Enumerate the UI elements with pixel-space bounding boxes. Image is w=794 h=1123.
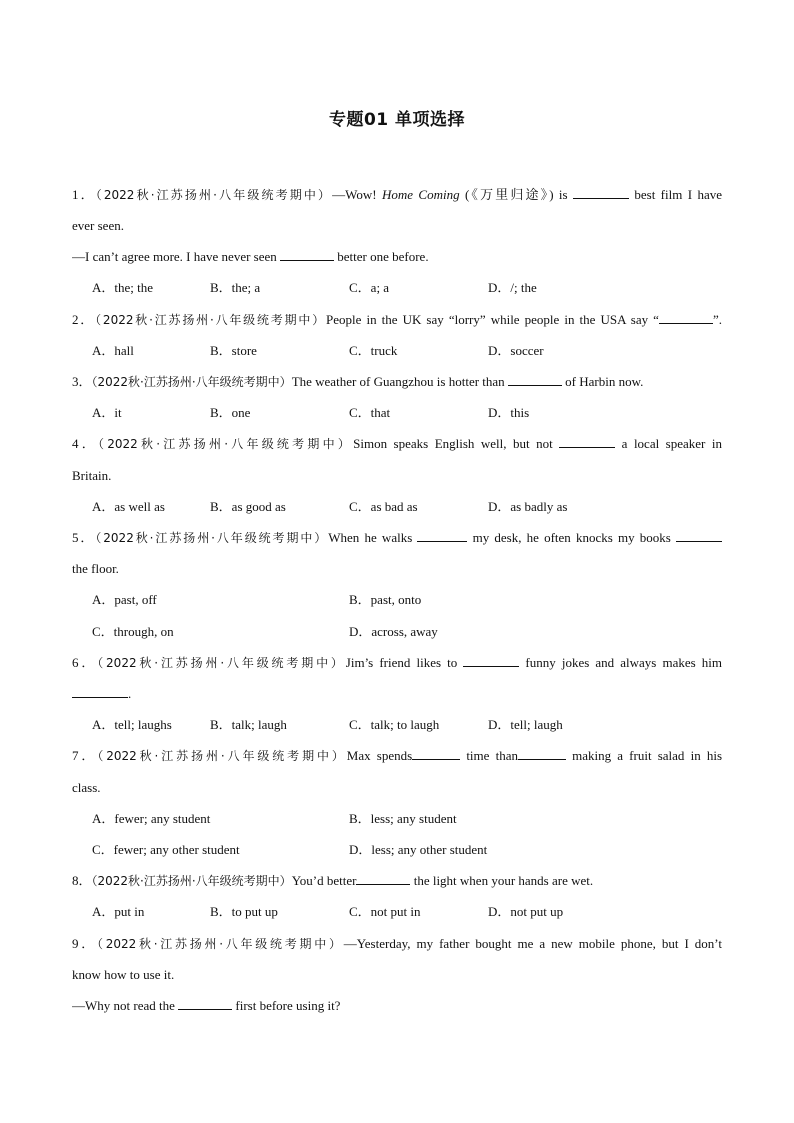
- question-source: （2022秋·江苏扬州·八年级统考期中）: [91, 874, 292, 888]
- question-source: （2022秋·江苏扬州·八年级统考期中）: [97, 749, 347, 763]
- question-5-line-2: the floor.: [72, 561, 119, 576]
- question-1-line-1: [72, 184, 722, 206]
- answer-blank: [508, 373, 562, 386]
- answer-blank: [518, 747, 566, 760]
- option-c[interactable]: C．fewer; any other student: [92, 842, 240, 857]
- question-text: —Wow!: [332, 187, 382, 202]
- question-4-line-2: Britain.: [72, 468, 112, 483]
- answer-blank: [356, 872, 410, 885]
- answer-blank: [280, 248, 334, 261]
- option-a[interactable]: A．tell; laughs: [92, 717, 172, 732]
- question-text: Jim’s friend likes to: [345, 655, 464, 670]
- question-9-line-3: [72, 995, 722, 1017]
- question-2-line-1: [72, 309, 722, 331]
- question-source: （2022秋·江苏扬州·八年级统考期中）: [97, 437, 354, 451]
- option-c[interactable]: C．through, on: [92, 624, 174, 639]
- question-text: When he walks: [328, 530, 418, 545]
- option-a[interactable]: A．hall: [92, 343, 134, 358]
- answer-blank: [573, 186, 629, 199]
- question-text: —I can’t agree more. I have never seen: [72, 249, 281, 264]
- question-text: funny jokes and always makes him: [519, 655, 722, 670]
- question-5-line-1: [72, 527, 722, 549]
- option-c[interactable]: C．a; a: [349, 280, 390, 295]
- question-number: 2．: [72, 312, 96, 327]
- question-text: the light when your hands are wet.: [410, 873, 594, 888]
- option-a[interactable]: A．fewer; any student: [92, 811, 211, 826]
- question-text: .: [128, 686, 132, 701]
- option-d[interactable]: D．less; any other student: [349, 842, 488, 857]
- question-text: a local speaker in: [615, 436, 722, 451]
- option-b[interactable]: B．store: [210, 343, 257, 358]
- question-6-line-1: [72, 652, 722, 674]
- option-b[interactable]: B．past, onto: [349, 592, 422, 607]
- question-6-line-2: [72, 683, 722, 705]
- question-number: 4．: [72, 436, 98, 451]
- question-text: time than: [460, 748, 518, 763]
- question-source: （2022秋·江苏扬州·八年级统考期中）: [95, 188, 333, 202]
- question-7-line-1: [72, 745, 722, 767]
- question-text: first before using it?: [232, 998, 341, 1013]
- question-text: my desk, he often knocks my books: [467, 530, 677, 545]
- question-9-line-1: [72, 933, 722, 955]
- answer-blank: [676, 529, 722, 542]
- option-b[interactable]: B．the; a: [210, 280, 261, 295]
- answer-blank: [417, 529, 467, 542]
- question-9-line-2: know how to use it.: [72, 967, 175, 982]
- question-text: best film I have: [628, 187, 722, 202]
- question-text: Max spends: [346, 748, 413, 763]
- option-d[interactable]: D．across, away: [349, 624, 438, 639]
- option-b[interactable]: B．one: [210, 405, 251, 420]
- question-text: better one before.: [334, 249, 429, 264]
- page-title: 专题01 单项选择: [328, 110, 466, 130]
- question-number: 9．: [72, 936, 97, 951]
- question-8-line-1: [72, 870, 722, 892]
- option-c[interactable]: C．as bad as: [349, 499, 418, 514]
- answer-blank: [412, 747, 460, 760]
- option-d[interactable]: D．this: [488, 405, 530, 420]
- question-7-line-2: class.: [72, 780, 101, 795]
- option-b[interactable]: B．talk; laugh: [210, 717, 287, 732]
- question-text: (《万里归途》) is: [459, 187, 573, 202]
- option-d[interactable]: D．/; the: [488, 280, 537, 295]
- option-d[interactable]: D．tell; laugh: [488, 717, 563, 732]
- question-text: —Yesterday, my father bought me a new mobile phone, but I don’t: [343, 936, 722, 951]
- question-text: Simon speaks English well, but not: [353, 436, 560, 451]
- answer-blank: [178, 997, 232, 1010]
- question-source: （2022秋·江苏扬州·八年级统考期中）: [95, 531, 329, 545]
- question-number: 6．: [72, 655, 98, 670]
- question-source: （2022秋·江苏扬州·八年级统考期中）: [95, 313, 327, 327]
- question-text: —Why not read the: [72, 998, 179, 1013]
- option-b[interactable]: B．less; any student: [349, 811, 457, 826]
- film-title: Home Coming: [381, 187, 460, 202]
- question-number: 8．: [72, 873, 92, 888]
- answer-blank: [559, 435, 615, 448]
- question-source: （2022秋·江苏扬州·八年级统考期中）: [97, 656, 346, 670]
- question-number: 7．: [72, 748, 98, 763]
- option-a[interactable]: A．it: [92, 405, 122, 420]
- question-3-line-1: [72, 371, 722, 393]
- option-b[interactable]: B．to put up: [210, 904, 278, 919]
- answer-blank: [659, 311, 713, 324]
- option-c[interactable]: C．truck: [349, 343, 398, 358]
- question-text: making a fruit salad in his: [565, 748, 722, 763]
- question-source: （2022秋·江苏扬州·八年级统考期中）: [91, 375, 292, 389]
- question-number: 3．: [72, 374, 92, 389]
- option-a[interactable]: A．as well as: [92, 499, 165, 514]
- option-c[interactable]: C．talk; to laugh: [349, 717, 440, 732]
- question-1-line-3: [72, 246, 722, 268]
- question-text: People in the UK say “lorry” while people in the USA say “: [326, 312, 659, 327]
- option-d[interactable]: D．not put up: [488, 904, 564, 919]
- option-a[interactable]: A．put in: [92, 904, 145, 919]
- question-4-line-1: [72, 433, 722, 455]
- option-d[interactable]: D．soccer: [488, 343, 544, 358]
- question-number: 1．: [72, 187, 96, 202]
- question-source: （2022秋·江苏扬州·八年级统考期中）: [96, 937, 344, 951]
- question-number: 5．: [72, 530, 96, 545]
- question-text: You’d better: [291, 873, 357, 888]
- answer-blank: [72, 685, 128, 698]
- option-d[interactable]: D．as badly as: [488, 499, 568, 514]
- option-b[interactable]: B．as good as: [210, 499, 286, 514]
- question-text: The weather of Guangzhou is hotter than: [291, 374, 508, 389]
- option-a[interactable]: A．the; the: [92, 280, 154, 295]
- answer-blank: [463, 654, 519, 667]
- option-c[interactable]: C．that: [349, 405, 391, 420]
- question-text: ”.: [712, 312, 722, 327]
- question-1-line-2: ever seen.: [72, 218, 124, 233]
- question-text: of Harbin now.: [561, 374, 644, 389]
- option-c[interactable]: C．not put in: [349, 904, 421, 919]
- option-a[interactable]: A．past, off: [92, 592, 157, 607]
